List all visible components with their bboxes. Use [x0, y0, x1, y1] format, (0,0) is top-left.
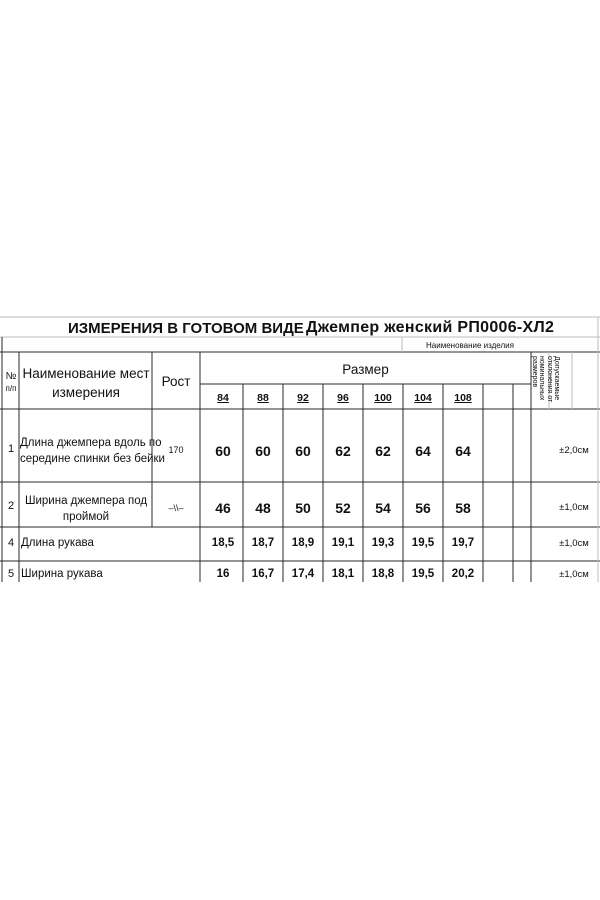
value-cell: 19,5 [411, 568, 435, 580]
tolerance-header: Допускаемые отклонения от номинальных размеров [530, 356, 560, 403]
row-name-line1: Ширина джемпера под [24, 495, 148, 507]
size-cell: 88 [257, 392, 269, 404]
value-cell: 60 [255, 443, 271, 459]
value-cell: 64 [415, 443, 431, 459]
value-cell: 18,5 [211, 537, 235, 549]
num-header-line2: п/п [5, 384, 17, 393]
size-cell: 104 [414, 392, 432, 404]
value-cell: 18,7 [251, 537, 275, 549]
value-cell: 56 [415, 500, 431, 516]
value-cell: 46 [215, 500, 231, 516]
row-number: 1 [7, 443, 15, 455]
size-cell: 96 [337, 392, 349, 404]
value-cell: 19,5 [411, 537, 435, 549]
row-number: 5 [7, 568, 15, 580]
tolerance-cell: ±2,0см [559, 445, 589, 456]
value-cell: 19,7 [451, 537, 475, 549]
value-cell: 52 [335, 500, 351, 516]
value-cell: 16 [216, 568, 230, 580]
size-cell: 100 [374, 392, 392, 404]
product-subtitle: Наименование изделия [426, 341, 514, 350]
value-cell: 62 [335, 443, 351, 459]
row-name-line1: Длина джемпера вдоль по [20, 437, 162, 449]
tolerance-cell: ±1,0см [559, 538, 589, 549]
num-header-line1: № [5, 371, 17, 382]
value-cell: 18,1 [331, 568, 355, 580]
value-cell: 60 [295, 443, 311, 459]
value-cell: 54 [375, 500, 391, 516]
value-cell: 18,9 [291, 537, 315, 549]
value-cell: 17,4 [291, 568, 315, 580]
value-cell: 60 [215, 443, 231, 459]
tolerance-cell: ±1,0см [559, 502, 589, 513]
size-header: Размер [342, 362, 389, 377]
row-number: 4 [7, 537, 15, 549]
row-height: 170 [168, 445, 184, 455]
row-number: 2 [7, 500, 15, 512]
name-header-line1: Наименование мест [22, 366, 150, 381]
value-cell: 58 [455, 500, 471, 516]
value-cell: 19,3 [371, 537, 395, 549]
value-cell: 18,8 [371, 568, 395, 580]
row-name: Ширина рукава [21, 568, 103, 580]
size-cell: 84 [217, 392, 229, 404]
height-header: Рост [161, 374, 191, 389]
value-cell: 50 [295, 500, 311, 516]
value-cell: 64 [455, 443, 471, 459]
row-height: –\\– [168, 503, 184, 513]
size-cell: 108 [454, 392, 472, 404]
measurement-table [0, 316, 600, 582]
value-cell: 19,1 [331, 537, 355, 549]
row-name-line2: середине спинки без бейки [20, 453, 165, 465]
row-name-line2: проймой [62, 511, 110, 523]
row-name: Длина рукава [21, 537, 94, 549]
document-title: ИЗМЕРЕНИЯ В ГОТОВОМ ВИДЕ [68, 320, 304, 337]
value-cell: 48 [255, 500, 271, 516]
tolerance-cell: ±1,0см [559, 569, 589, 580]
name-header-line2: измерения [52, 385, 120, 400]
product-title: Джемпер женский РП0006-ХЛ2 [306, 319, 555, 336]
value-cell: 20,2 [451, 568, 475, 580]
value-cell: 16,7 [251, 568, 275, 580]
value-cell: 62 [375, 443, 391, 459]
size-cell: 92 [297, 392, 309, 404]
